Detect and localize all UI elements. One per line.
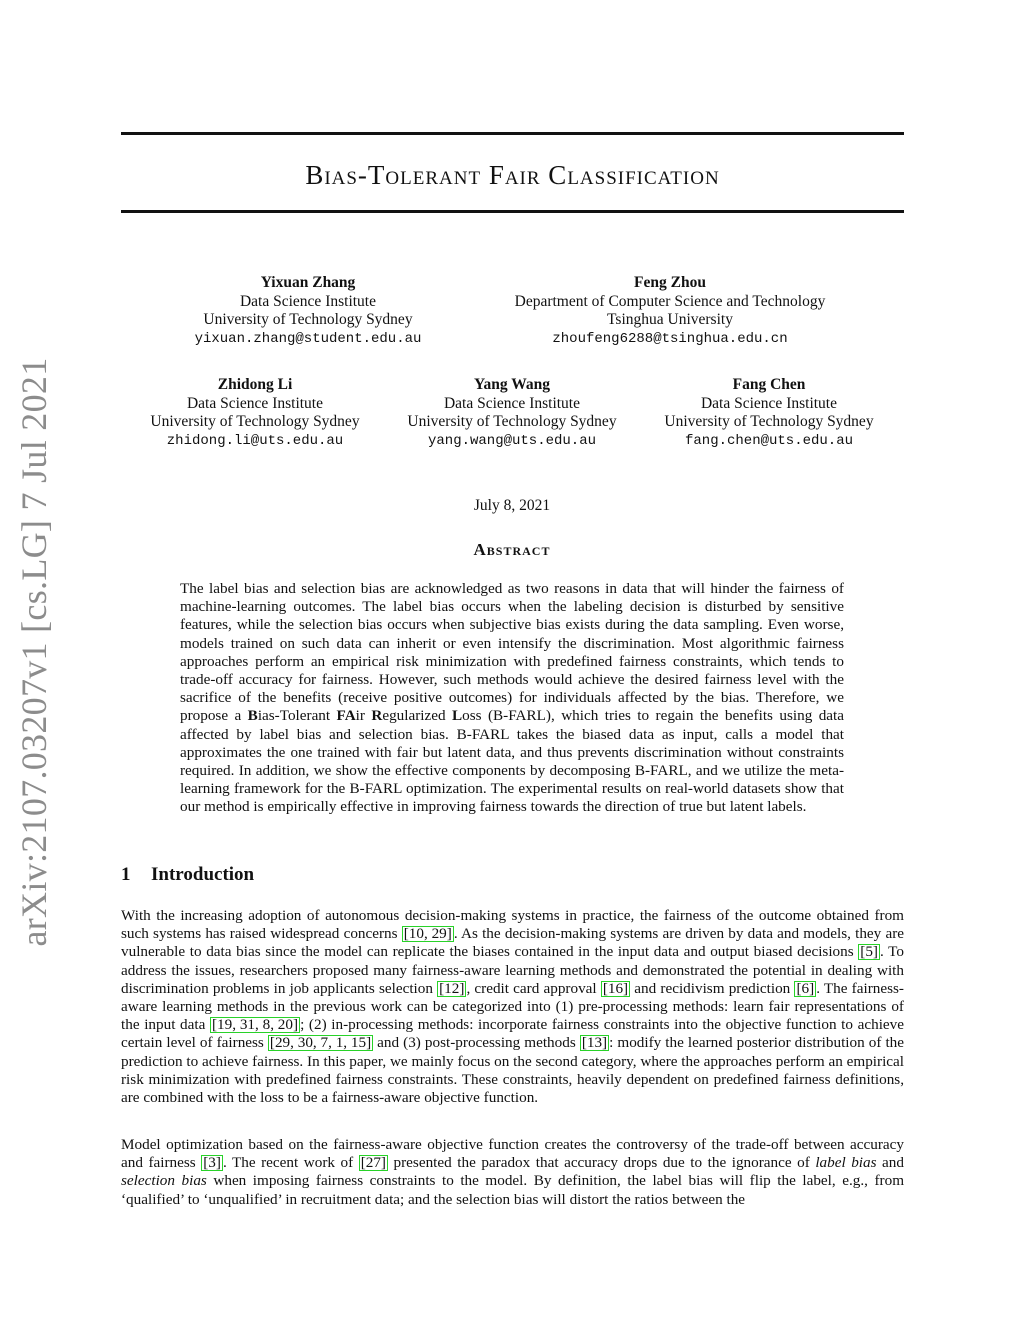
author-name: Zhidong Li [217, 376, 293, 393]
citation-link[interactable]: [10, 29] [403, 925, 452, 943]
author-block [644, 376, 894, 450]
acronym-letter: L [452, 707, 463, 725]
author-name: Yixuan Zhang [260, 274, 356, 291]
arxiv-identifier-stamp [14, 357, 54, 947]
author-email: yang.wang@uts.edu.au [427, 432, 597, 449]
paragraph-text: ; (2) in-processing methods: incorporate fairness constraints into the objective function to achieve certain level of fairness [121, 1016, 905, 1052]
citation-link[interactable]: [16] [602, 979, 629, 997]
citation-link[interactable]: [3] [203, 1154, 221, 1172]
paragraph-text: Model optimization based on the fairness-aware objective function creates the controversy of the trade-off between accuracy and fairness [121, 1136, 904, 1172]
paragraph-text: . The fairness-aware learning methods in the previous work can be categorized into (1) pre-processing methods: learn fair representations of the input data [121, 979, 904, 1034]
section-title: Introduction [151, 864, 255, 885]
citation-link[interactable]: [6] [796, 979, 815, 997]
paragraph-text: and recidivism prediction [630, 979, 795, 997]
author-block [480, 274, 860, 348]
abstract-text: ias-Tolerant [257, 707, 337, 725]
title-top-rule [121, 132, 904, 135]
author-affiliation: Data Science Institute [239, 292, 376, 310]
author-university: University of Technology Sydney [150, 413, 360, 430]
paragraph-text: . The recent work of [222, 1154, 359, 1172]
author-block [130, 376, 380, 450]
author-email: zhidong.li@uts.edu.au [166, 432, 344, 449]
citation-link[interactable]: [19, 31, 8, 20] [212, 1016, 299, 1034]
abstract-text: egularized [382, 707, 453, 725]
author-affiliation: Data Science Institute [186, 394, 323, 412]
section-heading-introduction [121, 864, 254, 886]
author-email: yixuan.zhang@student.edu.au [194, 330, 422, 347]
citation-link[interactable]: [12] [439, 979, 465, 997]
author-name: Fang Chen [732, 376, 806, 393]
title-bottom-rule [121, 210, 904, 213]
author-university: University of Technology Sydney [664, 413, 874, 430]
paragraph-text: With the increasing adoption of autonomous decision-making systems in practice, the fairness of the outcome obtained from such systems has raised widespread concerns [121, 907, 904, 943]
acronym-letter: B [247, 707, 258, 725]
acronym-letter: FA [336, 707, 356, 725]
paragraph-text: , credit card approval [466, 979, 601, 997]
paragraph-text: when imposing fairness constraints to the model. By definition, the label bias will flip the label, e.g., from ‘qualified’ to ‘unqualified’ in recruitment data; and the selection bias will distort the ratios between the [121, 1172, 905, 1208]
paper-title: Bias-Tolerant Fair Classification [305, 160, 720, 190]
paragraph-text: . As the decision-making systems are driven by data and models, they are vulnerable to data bias since the model can replicate the biases contained in the input data and output biased decisions [121, 925, 904, 961]
italic-term: label bias [815, 1154, 877, 1172]
paragraph-text: and (3) post-processing methods [373, 1034, 580, 1052]
paragraph-text: presented the paradox that accuracy drops due to the ignorance of [388, 1154, 816, 1172]
introduction-paragraph-2 [121, 1136, 904, 1209]
author-university: University of Technology Sydney [203, 311, 413, 328]
author-name: Yang Wang [474, 376, 550, 393]
paragraph-text: . To address the issues, researchers proposed many fairness-aware learning methods and demonstrated the potential in dealing with discrimination problems in job applicants selection [121, 943, 904, 997]
author-university: Tsinghua University [607, 311, 733, 328]
abstract-text: ir [355, 707, 372, 725]
paragraph-text: : modify the learned posterior distribution of the prediction to achieve fairness. In this paper, we mainly focus on the second category, where the approaches perform an empirical risk minimization with predefined fairness constraints. These constraints, heavily dependent on predefined fairness definitions, are combined with the loss to be a fairness-aware objective function. [121, 1034, 904, 1107]
author-affiliation: Data Science Institute [700, 394, 837, 412]
author-university: University of Technology Sydney [407, 413, 617, 430]
citation-link[interactable]: [5] [860, 943, 878, 961]
author-affiliation: Department of Computer Science and Technology [514, 292, 826, 310]
author-block [387, 376, 637, 450]
publication-date: July 8, 2021 [473, 497, 551, 514]
italic-term: selection bias [121, 1172, 207, 1190]
citation-link[interactable]: [27] [360, 1154, 386, 1172]
abstract-text: The label bias and selection bias are acknowledged as two reasons in data that will hinder the fairness of machine-learning outcomes. The label bias occurs when the labeling decision is disturbed by sensitive features, while the selection bias occurs when subjective bias exists during the data sampling. Even worse, models trained on such data can inherit or even intensify the discrimination. Most algorithmic fairness approaches perform an empirical risk minimization with predefined fairness constraints, which tends to trade-off accuracy for fairness. However, such methods would achieve the desired fairness level with the sacrifice of the benefits (receive positive outcomes) for individuals affected by the bias. Therefore, we propose a [180, 580, 844, 725]
abstract-body [180, 580, 844, 817]
citation-link[interactable]: [29, 30, 7, 1, 15] [269, 1034, 372, 1052]
section-number: 1 [121, 864, 131, 885]
citation-link[interactable]: [13] [581, 1034, 608, 1052]
introduction-paragraph-1 [121, 907, 904, 1107]
acronym-letter: R [371, 707, 383, 725]
paragraph-text: and [876, 1154, 904, 1172]
author-name: Feng Zhou [634, 274, 706, 291]
author-affiliation: Data Science Institute [443, 394, 580, 412]
abstract-heading: Abstract [473, 540, 551, 559]
arxiv-identifier-text: arXiv:2107.03207v1 [cs.LG] 7 Jul 2021 [14, 357, 54, 947]
author-email: zhoufeng6288@tsinghua.edu.cn [552, 330, 788, 347]
author-email: fang.chen@uts.edu.au [684, 432, 854, 449]
author-block [158, 274, 458, 348]
abstract-text: oss (B-FARL), which tries to regain the benefits using data affected by label bias and selection bias. B-FARL takes the biased data as input, calls a model that approximates the one trained with fair but latent data, and thus prevents discrimination without constraints required. In addition, we show the effective components by decomposing B-FARL, and we utilize the meta-learning framework for the B-FARL optimization. The experimental results on real-world datasets show that our method is empirically effective in improving fairness towards the direction of true but latent labels. [180, 707, 845, 816]
